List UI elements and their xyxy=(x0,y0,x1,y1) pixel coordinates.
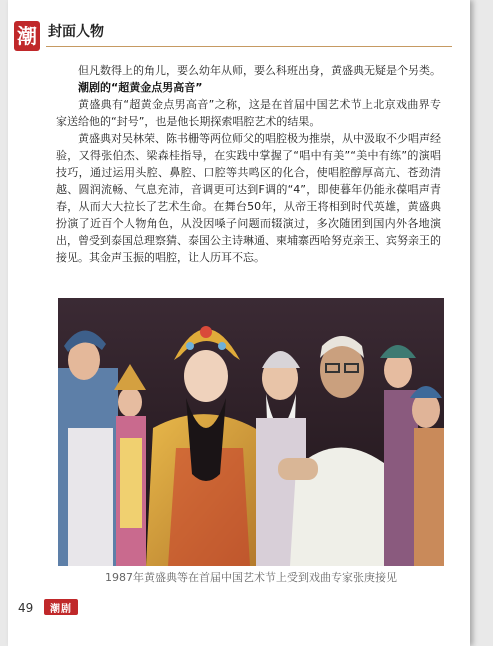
opera-performers-photo xyxy=(58,298,444,566)
photo-illustration xyxy=(58,298,444,566)
section-title: 封面人物 xyxy=(48,24,104,40)
article-paragraph: 黄盛典对吴林荣、陈书栅等两位师父的唱腔极为推崇，从中汲取不少唱声经验，又得张伯杰、梁森桂指导，在实践中掌握了“唱中有美”“美中有练”的演唱技巧，通过运用头腔、鼻腔、口腔等共鸣区的化合，使唱腔醇厚高亢、苍劲清越、圆润流畅、气息充沛，音调更可达到F调的“4”，即使暮年仍能永葆唱声青春，从而大大拉长了艺术生命。在舞台50年，从帝王将相到时代英雄，黄盛典扮演了近百个人物角色，从没因嗓子问题而辍演过，多次随团到国内外各地演出，曾受到泰国总理察猜、泰国公主诗琳通、柬埔寨西哈努克亲王、宾努亲王的接见。其金声玉振的唱腔，让人历耳不忘。 xyxy=(56,132,441,264)
article-paragraph: 黄盛典有“超黄金点男高音”之称，这是在首届中国艺术节上北京戏曲界专家送给他的“封号”，也是他长期探索唱腔艺术的结果。 xyxy=(56,98,441,128)
article-subheading: 潮剧的“超黄金点男高音” xyxy=(78,81,203,94)
page-number: 49 xyxy=(18,601,34,615)
magazine-page xyxy=(8,0,470,646)
chaoju-footer-logo xyxy=(44,599,78,615)
footer-logo-text: 潮剧 xyxy=(50,603,72,615)
article-body xyxy=(56,62,441,266)
chao-seal-logo xyxy=(14,21,40,51)
article-paragraph: 但凡数得上的角儿，要么幼年从师，要么科班出身，黄盛典无疑是个另类。 xyxy=(78,64,441,77)
seal-text: 潮 xyxy=(17,24,37,48)
photo-caption: 1987年黄盛典等在首届中国艺术节上受到戏曲专家张庚接见 xyxy=(105,571,397,584)
header-divider xyxy=(46,46,452,47)
